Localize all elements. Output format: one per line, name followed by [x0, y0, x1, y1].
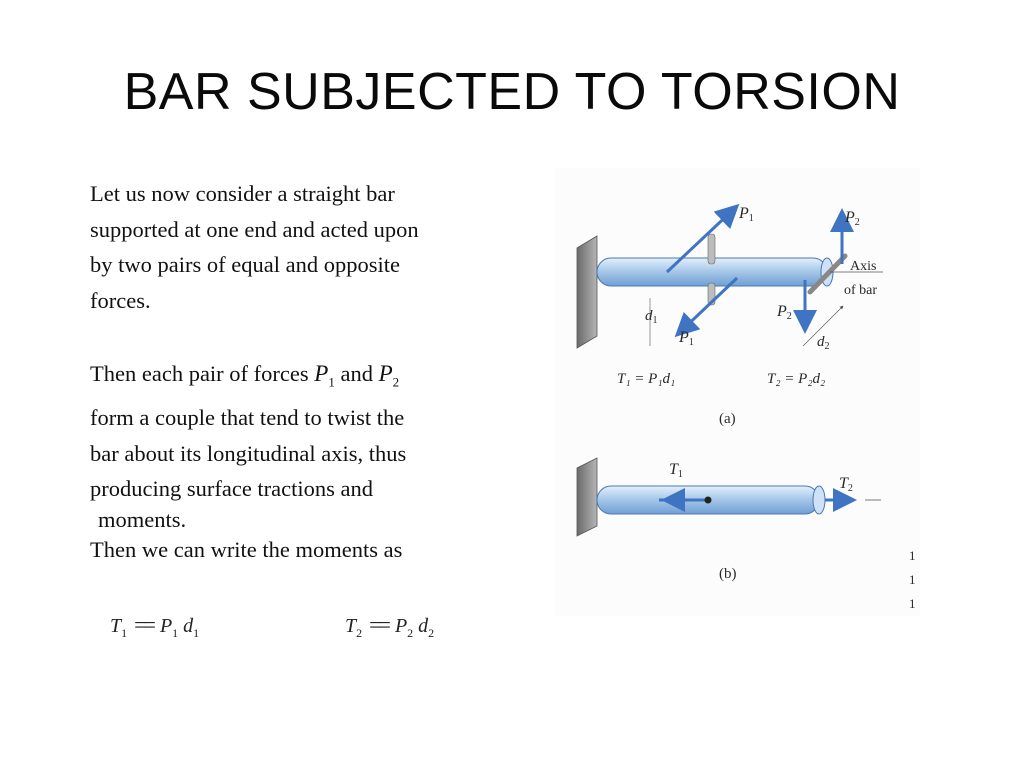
label-t1-equation: T₁ = P₁d₁ — [617, 371, 676, 387]
label-p2-bottom: P2 — [777, 303, 792, 322]
para2-line-4: producing surface tractions and — [90, 476, 374, 502]
paragraph-gap — [90, 318, 520, 356]
para2-line-3: bar about its longitudinal axis, thus — [90, 440, 407, 466]
para2-line-1 — [90, 356, 520, 400]
para1-line-3: by two pairs of equal and opposite — [90, 252, 400, 277]
slide-body — [90, 176, 520, 567]
torsion-figure-svg — [555, 168, 920, 616]
caption-b: (b) — [719, 566, 737, 582]
edge-mark-1: 1 — [909, 548, 916, 563]
para1-line-4: forces. — [90, 287, 151, 313]
slide-title: BAR SUBJECTED TO TORSION — [123, 63, 901, 121]
equation-t2: $T_2 == P_2$ $d_2$ — [345, 612, 435, 640]
label-p2-top: P2 — [845, 209, 860, 228]
bar-b-end — [813, 486, 825, 514]
bar-b-center-dot — [705, 497, 712, 504]
moment-equations — [110, 612, 530, 652]
label-d1: $d_1$ — [645, 308, 658, 326]
para2-line-2: form a couple that tend to twist the — [90, 405, 405, 431]
para1-line-2: supported at one end and acted upon — [90, 216, 419, 242]
equation-t1: $T_1 == P_1$ $d_1$ — [110, 612, 200, 640]
edge-mark-3: 1 — [909, 596, 916, 611]
para3-line: Then we can write the moments as — [90, 536, 403, 562]
label-d2: $d_2$ — [817, 334, 830, 352]
label-t2: T2 — [839, 475, 853, 494]
label-t1: T1 — [669, 461, 683, 480]
para2-line-5: moments. — [98, 506, 187, 532]
caption-a: (a) — [719, 411, 736, 427]
label-axis-line1: Axis — [850, 259, 877, 274]
pin-1-top — [708, 234, 715, 264]
para2-and: and — [340, 361, 373, 386]
label-p1-top: P1 — [739, 205, 754, 224]
para1-line-1: Let us now consider a straight bar — [90, 181, 395, 206]
wall-support-a — [577, 236, 597, 348]
symbol-p1: $P_1$ — [314, 361, 335, 390]
wall-support-b — [577, 458, 597, 536]
torsion-figure — [555, 168, 920, 616]
label-p1-bottom: P1 — [679, 329, 694, 348]
para2-prefix: Then each pair of forces — [90, 361, 309, 386]
figure-background — [555, 168, 920, 616]
symbol-p2: $P_2$ — [378, 361, 400, 390]
edge-mark-2: 1 — [909, 572, 916, 587]
label-t2-equation: T₂ = P₂d₂ — [767, 371, 826, 387]
label-axis-line2: of bar — [844, 283, 878, 298]
